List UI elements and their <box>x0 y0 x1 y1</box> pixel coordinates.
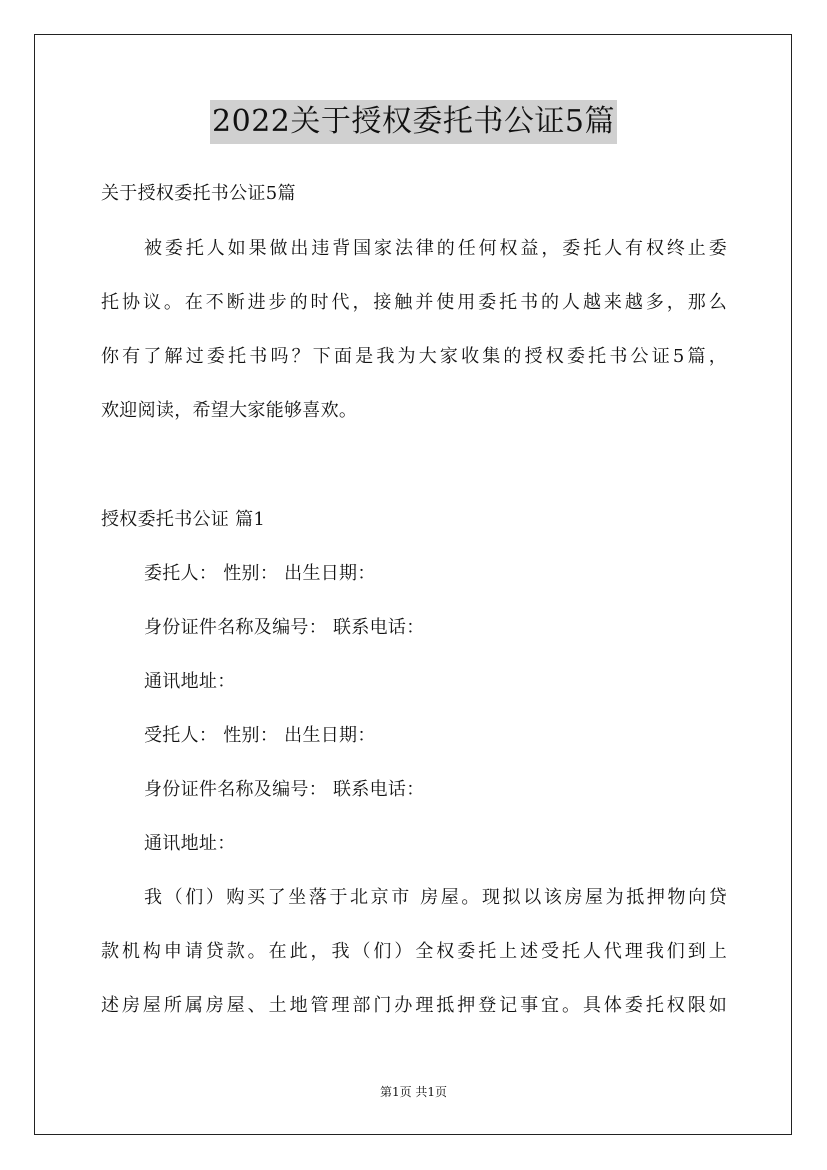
body-line-2: 款机构申请贷款。在此，我（们）全权委托上述受托人代理我们到上 <box>101 941 727 962</box>
body-line-1: 我（们）购买了坐落于北京市 房屋。现拟以该房屋为抵押物向贷 <box>144 887 727 908</box>
field-line-4: 受托人： 性别： 出生日期： <box>144 725 376 746</box>
section-heading: 授权委托书公证 篇1 <box>101 509 266 530</box>
document-title: 2022关于授权委托书公证5篇 <box>210 100 617 144</box>
intro-line-4: 欢迎阅读，希望大家能够喜欢。 <box>101 400 358 421</box>
intro-line-1: 被委托人如果做出违背国家法律的任何权益，委托人有权终止委 <box>144 238 727 259</box>
field-line-6: 通讯地址： <box>144 833 236 854</box>
intro-line-3: 你有了解过委托书吗？下面是我为大家收集的授权委托书公证5篇， <box>101 346 727 367</box>
body-line-3: 述房屋所属房屋、土地管理部门办理抵押登记事宜。具体委托权限如 <box>101 995 727 1016</box>
title-container <box>0 100 827 144</box>
page-footer: 第1页 共1页 <box>379 1085 448 1099</box>
document-subtitle: 关于授权委托书公证5篇 <box>101 183 296 204</box>
field-line-5: 身份证件名称及编号： 联系电话： <box>144 779 425 800</box>
intro-line-2: 托协议。在不断进步的时代，接触并使用委托书的人越来越多，那么 <box>101 292 727 313</box>
field-line-1: 委托人： 性别： 出生日期： <box>144 563 376 584</box>
field-line-3: 通讯地址： <box>144 671 236 692</box>
field-line-2: 身份证件名称及编号： 联系电话： <box>144 617 425 638</box>
